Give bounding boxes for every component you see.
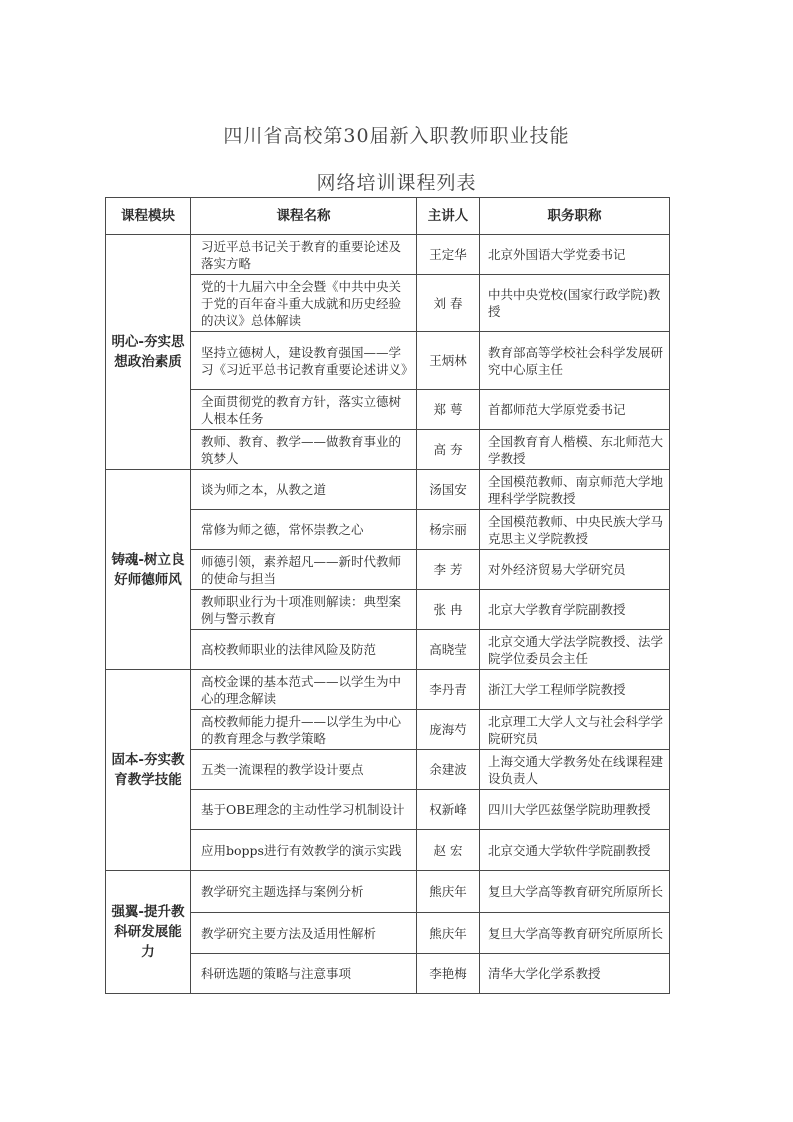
lecturer-name: 赵 宏	[417, 830, 480, 871]
position-title: 全国模范教师、南京师范大学地理科学学院教授	[480, 470, 670, 510]
course-name: 高校教师职业的法律风险及防范	[191, 630, 417, 670]
position-title: 全国模范教师、中央民族大学马克思主义学院教授	[480, 510, 670, 550]
course-name: 师德引领，素养超凡——新时代教师的使命与担当	[191, 550, 417, 590]
document-subtitle: 网络培训课程列表	[316, 172, 477, 194]
lecturer-name: 李 芳	[417, 550, 480, 590]
lecturer-name: 权新峰	[417, 790, 480, 830]
module-name: 强翼-提升教科研发展能力	[106, 871, 191, 994]
lecturer-name: 郑 萼	[417, 390, 480, 430]
table-row	[106, 550, 670, 590]
course-name: 教师职业行为十项准则解读：典型案例与警示教育	[191, 590, 417, 630]
header-module: 课程模块	[106, 198, 191, 235]
course-name: 谈为师之本，从教之道	[191, 470, 417, 510]
course-name: 教师、教育、教学——做教育事业的筑梦人	[191, 430, 417, 470]
module-name: 明心-夯实思想政治素质	[106, 235, 191, 470]
header-row	[106, 198, 670, 235]
table-row	[106, 790, 670, 830]
position-title: 北京理工大学人文与社会科学学院研究员	[480, 710, 670, 750]
lecturer-name: 李丹青	[417, 670, 480, 710]
position-title: 中共中央党校(国家行政学院)教授	[480, 275, 670, 332]
lecturer-name: 熊庆年	[417, 913, 480, 954]
course-name: 习近平总书记关于教育的重要论述及落实方略	[191, 235, 417, 275]
position-title: 全国教育育人楷模、东北师范大学教授	[480, 430, 670, 470]
lecturer-name: 王定华	[417, 235, 480, 275]
lecturer-name: 刘 春	[417, 275, 480, 332]
position-title: 北京交通大学法学院教授、法学院学位委员会主任	[480, 630, 670, 670]
table-body	[106, 235, 670, 994]
table-row	[106, 670, 670, 710]
table-row	[106, 710, 670, 750]
lecturer-name: 高 夯	[417, 430, 480, 470]
course-name: 基于OBE理念的主动性学习机制设计	[191, 790, 417, 830]
table-row	[106, 590, 670, 630]
lecturer-name: 庞海芍	[417, 710, 480, 750]
table-row	[106, 871, 670, 913]
course-name: 科研选题的策略与注意事项	[191, 954, 417, 994]
position-title: 首都师范大学原党委书记	[480, 390, 670, 430]
position-title: 北京外国语大学党委书记	[480, 235, 670, 275]
course-name: 高校教师能力提升——以学生为中心的教育理念与教学策略	[191, 710, 417, 750]
position-title: 对外经济贸易大学研究员	[480, 550, 670, 590]
position-title: 浙江大学工程师学院教授	[480, 670, 670, 710]
position-title: 教育部高等学校社会科学发展研究中心原主任	[480, 332, 670, 390]
table-row	[106, 630, 670, 670]
document-title: 四川省高校第30届新入职教师职业技能	[223, 125, 570, 147]
position-title: 复旦大学高等教育研究所原所长	[480, 871, 670, 913]
position-title: 四川大学匹兹堡学院助理教授	[480, 790, 670, 830]
table-row	[106, 830, 670, 871]
module-name: 铸魂-树立良好师德师风	[106, 470, 191, 670]
module-name: 固本-夯实教育教学技能	[106, 670, 191, 871]
lecturer-name: 熊庆年	[417, 871, 480, 913]
course-table	[105, 197, 670, 994]
course-name: 常修为师之德，常怀崇教之心	[191, 510, 417, 550]
header-course: 课程名称	[191, 198, 417, 235]
lecturer-name: 高晓莹	[417, 630, 480, 670]
table-row	[106, 390, 670, 430]
course-name: 坚持立德树人，建设教育强国——学习《习近平总书记教育重要论述讲义》	[191, 332, 417, 390]
table-row	[106, 275, 670, 332]
table-row	[106, 430, 670, 470]
course-name: 应用bopps进行有效教学的演示实践	[191, 830, 417, 871]
lecturer-name: 李艳梅	[417, 954, 480, 994]
lecturer-name: 王炳林	[417, 332, 480, 390]
course-name: 五类一流课程的教学设计要点	[191, 750, 417, 790]
position-title: 清华大学化学系教授	[480, 954, 670, 994]
course-name: 党的十九届六中全会暨《中共中央关于党的百年奋斗重大成就和历史经验的决议》总体解读	[191, 275, 417, 332]
lecturer-name: 汤国安	[417, 470, 480, 510]
lecturer-name: 张 冉	[417, 590, 480, 630]
table-row	[106, 913, 670, 954]
course-name: 教学研究主题选择与案例分析	[191, 871, 417, 913]
course-name: 全面贯彻党的教育方针，落实立德树人根本任务	[191, 390, 417, 430]
table-row	[106, 750, 670, 790]
table-row	[106, 510, 670, 550]
course-name: 高校金课的基本范式——以学生为中心的理念解读	[191, 670, 417, 710]
table-row	[106, 954, 670, 994]
lecturer-name: 杨宗丽	[417, 510, 480, 550]
position-title: 上海交通大学教务处在线课程建设负责人	[480, 750, 670, 790]
table-row	[106, 470, 670, 510]
position-title: 北京交通大学软件学院副教授	[480, 830, 670, 871]
course-name: 教学研究主要方法及适用性解析	[191, 913, 417, 954]
table-row	[106, 332, 670, 390]
header-position: 职务职称	[480, 198, 670, 235]
table-row	[106, 235, 670, 275]
header-lecturer: 主讲人	[417, 198, 480, 235]
lecturer-name: 余建波	[417, 750, 480, 790]
position-title: 复旦大学高等教育研究所原所长	[480, 913, 670, 954]
position-title: 北京大学教育学院副教授	[480, 590, 670, 630]
